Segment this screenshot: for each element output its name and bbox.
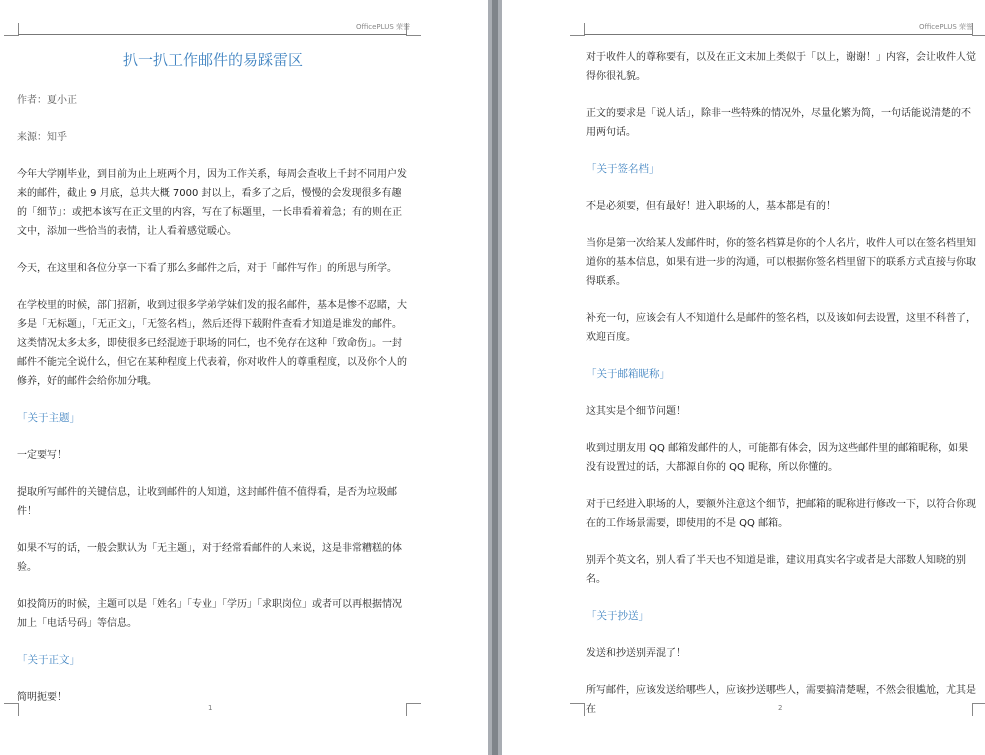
- paragraph: 如投简历的时候，主题可以是「姓名」「专业」「学历」「求职岗位」或者可以再根据情况加上「电话号码」等信息。: [17, 599, 402, 629]
- paragraph: 这其实是个细节问题！: [586, 406, 686, 417]
- paragraph: 当你是第一次给某人发邮件时，你的签名档算是你的个人名片，收件人可以在签名档里知道你的基本信息，如果有进一步的沟通，可以根据你签名档里留下的联系方式直接与你取得联系。: [586, 238, 976, 287]
- section-heading-signature: 「关于签名档」: [586, 163, 660, 175]
- crop-mark-bottom-left: [4, 703, 19, 716]
- paragraph: 补充一句，应该会有人不知道什么是邮件的签名档，以及该如何去设置，这里不科普了，欢迎百度。: [586, 313, 976, 343]
- paragraph: 所写邮件，应该发送给哪些人，应该抄送哪些人，需要搞清楚喔，不然会很尴尬，尤其是在: [586, 685, 976, 715]
- paragraph: 如果不写的话，一般会默认为「无主题」，对于经常看邮件的人来说，这是非常糟糕的体验。: [17, 543, 402, 573]
- document-title: 扒一扒工作邮件的易踩雷区: [122, 51, 303, 69]
- paragraph: 别弄个英文名，别人看了半天也不知道是谁，建议用真实名字或者是大部数人知晓的别名。: [586, 555, 966, 585]
- paragraph: 发送和抄送别弄混了！: [586, 648, 686, 659]
- page-gap: [488, 0, 502, 755]
- section-heading-body: 「关于正文」: [17, 654, 80, 666]
- crop-mark-top-left: [4, 23, 19, 36]
- paragraph: 对于收件人的尊称要有，以及在正文末加上类似于「以上，谢谢！」内容，会让收件人觉得你很礼貌。: [586, 52, 976, 82]
- paragraph: 今天，在这里和各位分享一下看了那么多邮件之后，对于「邮件写作」的所思与所学。: [17, 263, 397, 274]
- author-line: 作者：夏小正: [17, 95, 77, 106]
- page-2: [502, 0, 985, 755]
- page-2-body: [586, 48, 976, 737]
- paragraph: 一定要写！: [17, 450, 67, 461]
- section-heading-subject: 「关于主题」: [17, 412, 80, 424]
- crop-mark-bottom-right: [972, 703, 985, 716]
- page-1: [0, 0, 488, 755]
- paragraph: 在学校里的时候，部门招新，收到过很多学弟学妹们发的报名邮件，基本是惨不忍睹，大多是「无标题」，「无正文」，「无签名档」，然后还得下载附件查看才知道是谁发的邮件。这类情况太多太多，即使很多已经混迹于职场的同仁，也不免存在这种「致命伤」。一封邮件不能完全说什么，但它在某种程度上代表着，你对收件人的尊重程度，以及你个人的修养，好的邮件会给你加分哦。: [17, 300, 407, 387]
- crop-mark-top-left: [570, 23, 585, 36]
- header-rule: [584, 34, 972, 35]
- crop-mark-top-right: [406, 23, 421, 36]
- crop-mark-bottom-right: [406, 703, 421, 716]
- paragraph: 提取所写邮件的关键信息，让收到邮件的人知道，这封邮件值不值得看，是否为垃圾邮件！: [17, 487, 397, 517]
- paragraph: 今年大学刚毕业，到目前为止上班两个月，因为工作关系，每周会查收上千封不同用户发来的邮件，截止 9 月底，总共大概 7000 封以上，看多了之后，慢慢的会发现很多有趣的「细节」：或把本该写在正文里的内容，写在了标题里，一长串看着着急；有的则在正文中，添加一些恰当的表情，让人看着感觉暖心。: [17, 169, 407, 237]
- paragraph: 简明扼要！: [17, 692, 67, 703]
- crop-mark-top-right: [972, 23, 985, 36]
- header-rule: [18, 34, 407, 35]
- crop-mark-bottom-left: [570, 703, 585, 716]
- paragraph: 对于已经进入职场的人，要额外注意这个细节，把邮箱的昵称进行修改一下，以符合你现在的工作场景需要，即使用的不是 QQ 邮箱。: [586, 499, 976, 529]
- page-header-brand: OfficePLUS 荣誉: [356, 23, 410, 31]
- source-line: 来源：知乎: [17, 132, 67, 143]
- section-heading-nickname: 「关于邮箱昵称」: [586, 368, 670, 380]
- page-number: 1: [208, 704, 213, 712]
- paragraph: 不是必须要，但有最好！进入职场的人，基本都是有的！: [586, 201, 836, 212]
- section-heading-cc: 「关于抄送」: [586, 610, 649, 622]
- paragraph: 正文的要求是「说人话」，除非一些特殊的情况外，尽量化繁为简，一句话能说清楚的不用两句话。: [586, 108, 971, 138]
- scroll-divider: [492, 0, 498, 755]
- page-header-brand: OfficePLUS 荣誉: [919, 23, 973, 31]
- page-number: 2: [778, 704, 783, 712]
- paragraph: 收到过朋友用 QQ 邮箱发邮件的人，可能都有体会，因为这些邮件里的邮箱昵称，如果没有设置过的话，大都源自你的 QQ 昵称，所以你懂的。: [586, 443, 969, 473]
- page-1-body: [17, 50, 409, 725]
